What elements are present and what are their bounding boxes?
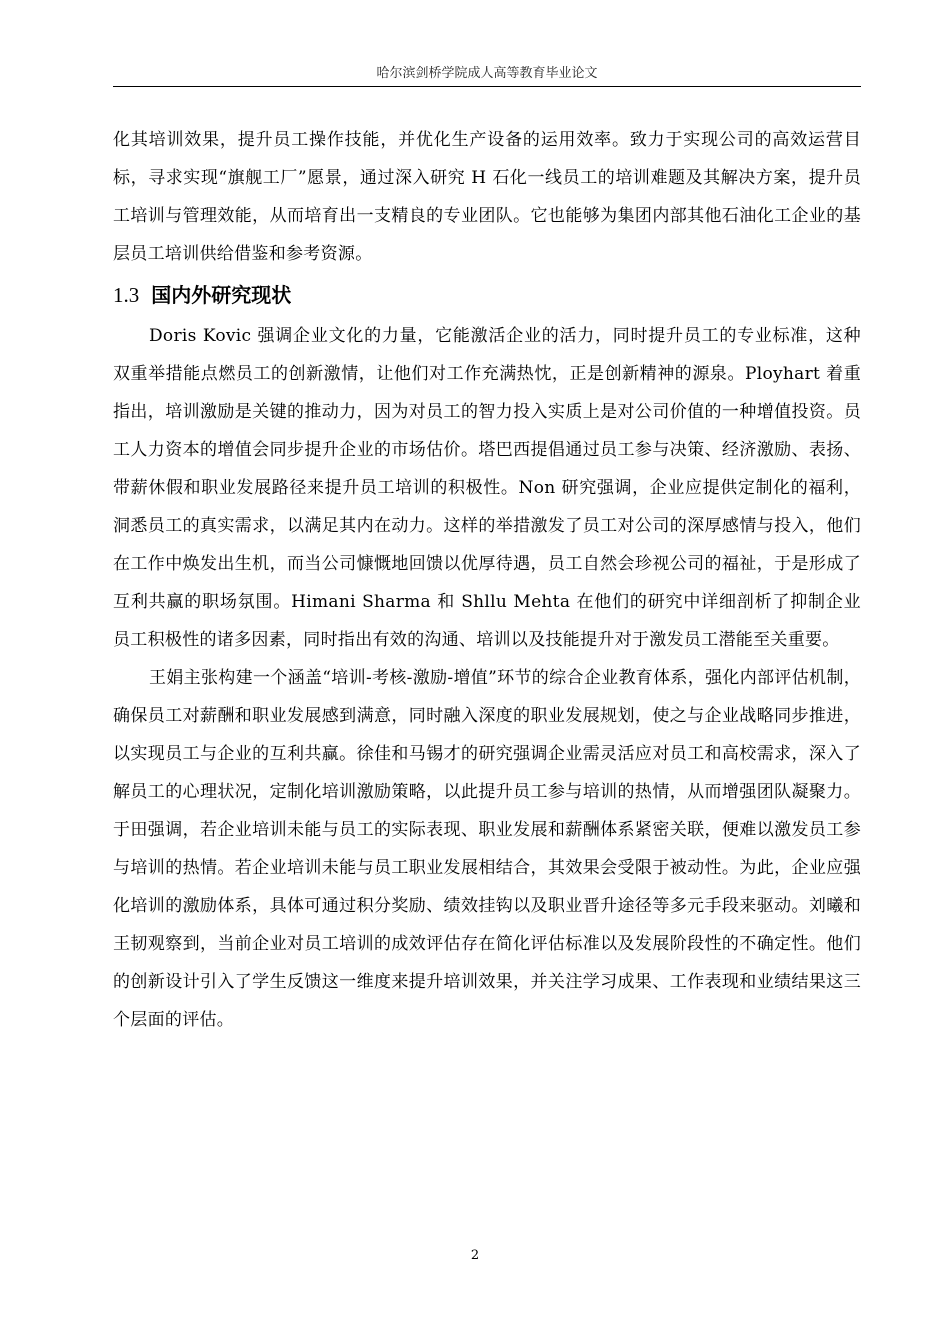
running-header: 哈尔滨剑桥学院成人高等教育毕业论文 [376,66,598,81]
paragraph-continued: 化其培训效果，提升员工操作技能，并优化生产设备的运用效率。致力于实现公司的高效运营目标，寻求实现“旗舰工厂”愿景，通过深入研究 H 石化一线员工的培训难题及其解决方案，提升员工培训与管理效能，从而培育出一支精良的专业团队。它也能够为集团内部其他石油化工企业的基层员工培训供给借鉴和参考资源。 [113,130,861,264]
section-heading [113,273,861,317]
section-title: 国内外研究现状 [151,283,292,307]
paragraph-foreign-research: Doris Kovic 强调企业文化的力量，它能激活企业的活力，同时提升员工的专业标准，这种双重举措能点燃员工的创新激情，让他们对工作充满热忱，正是创新精神的源泉。Ployhart 着重指出，培训激励是关键的推动力，因为对员工的智力投入实质上是对公司价值的一种增值投资。员工人力资本的增值会同步提升企业的市场估价。塔巴西提倡通过员工参与决策、经济激励、表扬、带薪休假和职业发展路径来提升员工培训的积极性。Non 研究强调，企业应提供定制化的福利，洞悉员工的真实需求，以满足其内在动力。这样的举措激发了员工对公司的深厚感情与投入，他们在工作中焕发出生机，而当公司慷慨地回馈以优厚待遇，员工自然会珍视公司的福祉，于是形成了互利共赢的职场氛围。Himani Sharma 和 Shllu Mehta 在他们的研究中详细剖析了抑制企业员工积极性的诸多因素，同时指出有效的沟通、培训以及技能提升对于激发员工潜能至关重要。 [113,326,861,650]
page-body [113,121,861,1039]
section-number: 1.3 [113,283,140,307]
paragraph-domestic-research: 王娟主张构建一个涵盖“培训-考核-激励-增值”环节的综合企业教育体系，强化内部评估机制，确保员工对薪酬和职业发展感到满意，同时融入深度的职业发展规划，使之与企业战略同步推进，以实现员工与企业的互利共赢。徐佳和马锡才的研究强调企业需灵活应对员工和高校需求，深入了解员工的心理状况，定制化培训激励策略，以此提升员工参与培训的热情，从而增强团队凝聚力。于田强调，若企业培训未能与员工的实际表现、职业发展和薪酬体系紧密关联，便难以激发员工参与培训的热情。若企业培训未能与员工职业发展相结合，其效果会受限于被动性。为此，企业应强化培训的激励体系，具体可通过积分奖励、绩效挂钩以及职业晋升途径等多元手段来驱动。刘曦和王韧观察到，当前企业对员工培训的成效评估存在简化评估标准以及发展阶段性的不确定性。他们的创新设计引入了学生反馈这一维度来提升培训效果，并关注学习成果、工作表现和业绩结果这三个层面的评估。 [113,668,861,1030]
header-rule [113,86,861,87]
page-number: 2 [470,1248,480,1263]
